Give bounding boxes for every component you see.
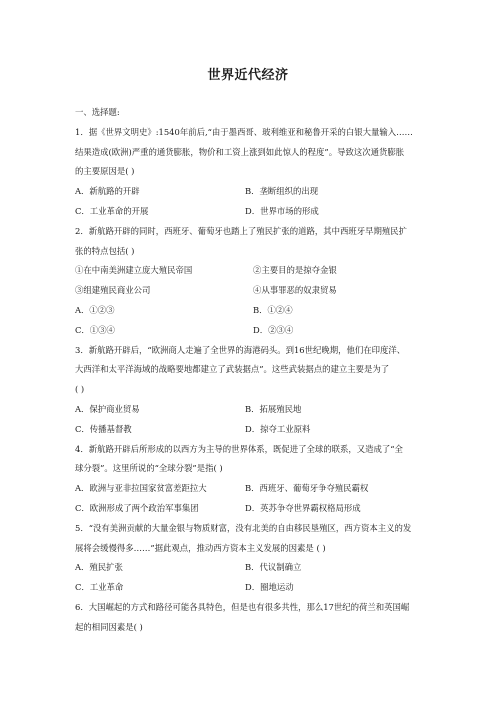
option-b: B．①②④: [253, 304, 293, 315]
question-3: [75, 341, 433, 440]
section-heading: 一、选择题:: [75, 107, 120, 117]
statement-row: [75, 261, 433, 281]
option-d: D．世界市场的形成: [245, 205, 319, 216]
option-a: A．新航路的开辟: [75, 186, 140, 197]
option-row: [75, 321, 433, 341]
option-c: C．工业革命: [75, 582, 124, 593]
question-text-line: 起的相同因素是( ): [75, 621, 143, 632]
option-c: C．传播基督教: [75, 423, 132, 434]
option-a: A．①②③: [75, 304, 115, 315]
option-d: D．圈地运动: [245, 582, 294, 593]
option-row: [75, 420, 433, 440]
question-text-line: 结果造成(欧洲)严重的通货膨胀，物价和工资上涨到如此惊人的程度”。导致这次通货膨胀: [75, 146, 405, 157]
option-c: C．①③④: [75, 324, 115, 335]
question-2: [75, 222, 433, 341]
option-a: A．殖民扩张: [75, 562, 123, 573]
question-4: [75, 440, 433, 519]
question-text-line: 5．“没有美洲贡献的大量金银与物质财富，没有北美的自由移民垦殖区，西方资本主义的发: [75, 522, 412, 533]
option-row: [75, 499, 433, 519]
option-row: [75, 400, 433, 420]
page-title: 世界近代经济: [207, 68, 289, 83]
option-d: D．②③④: [253, 324, 294, 335]
question-text-line: 球分裂”。这里所说的“全球分裂”是指( ): [75, 463, 223, 474]
question-1: [75, 123, 433, 222]
question-text-line: 4．新航路开辟后所形成的以西方为主导的世界体系，既促进了全球的联系，又造成了“全: [75, 443, 403, 454]
question-text-line: 2．新航路开辟的同时，西班牙、葡萄牙也踏上了殖民扩张的道路，其中西班牙早期殖民扩: [75, 225, 407, 236]
question-text-line: 展将会缓慢得多……”据此观点，推动西方资本主义发展的因素是 ( ): [75, 542, 326, 553]
statement-4: ④从事罪恶的奴隶贸易: [253, 285, 337, 296]
question-6: [75, 598, 433, 638]
question-text-line: 的主要原因是( ): [75, 166, 135, 177]
option-row: [75, 182, 433, 202]
question-text-line: ( ): [75, 384, 85, 395]
question-text-line: 3．新航路开辟后，“欧洲商人走遍了全世界的海港码头。到16世纪晚期，他们在印度洋、: [75, 344, 406, 355]
option-c: C．欧洲形成了两个政治军事集团: [75, 502, 199, 513]
option-b: B．拓展殖民地: [245, 403, 302, 414]
statement-3: ③组建殖民商业公司: [75, 285, 151, 296]
option-a: A．保护商业贸易: [75, 403, 140, 414]
option-row: [75, 301, 433, 321]
option-row: [75, 479, 433, 499]
option-d: D．掠夺工业原料: [245, 423, 311, 434]
option-b: B．垄断组织的出现: [245, 186, 319, 197]
question-5: [75, 519, 433, 598]
option-b: B．西班牙、葡萄牙争夺殖民霸权: [245, 483, 369, 494]
statement-row: [75, 281, 433, 301]
question-text-line: 大西洋和太平洋海域的战略要地都建立了武装据点”。这些武装据点的建立主要是为了: [75, 364, 390, 375]
question-list: [75, 103, 433, 638]
option-row: [75, 202, 433, 222]
option-a: A．欧洲与亚非拉国家贫富差距拉大: [75, 483, 207, 494]
option-row: [75, 558, 433, 578]
option-row: [75, 578, 433, 598]
option-c: C．工业革命的开展: [75, 205, 149, 216]
statement-2: ②主要目的是掠夺金银: [253, 265, 337, 276]
option-d: D．英苏争夺世界霸权格局形成: [245, 502, 361, 513]
option-b: B．代议制确立: [245, 562, 302, 573]
question-text-line: 1．据《世界文明史》:1540年前后,“由于墨西哥、玻利维亚和秘鲁开采的白银大量输入……: [75, 126, 413, 137]
statement-1: ①在中南美洲建立庞大殖民帝国: [75, 265, 193, 276]
question-text-line: 张的特点包括( ): [75, 245, 135, 256]
question-text-line: 6．大国崛起的方式和路径可能各具特色，但是也有很多共性，那么17世纪的荷兰和英国崛: [75, 601, 410, 612]
